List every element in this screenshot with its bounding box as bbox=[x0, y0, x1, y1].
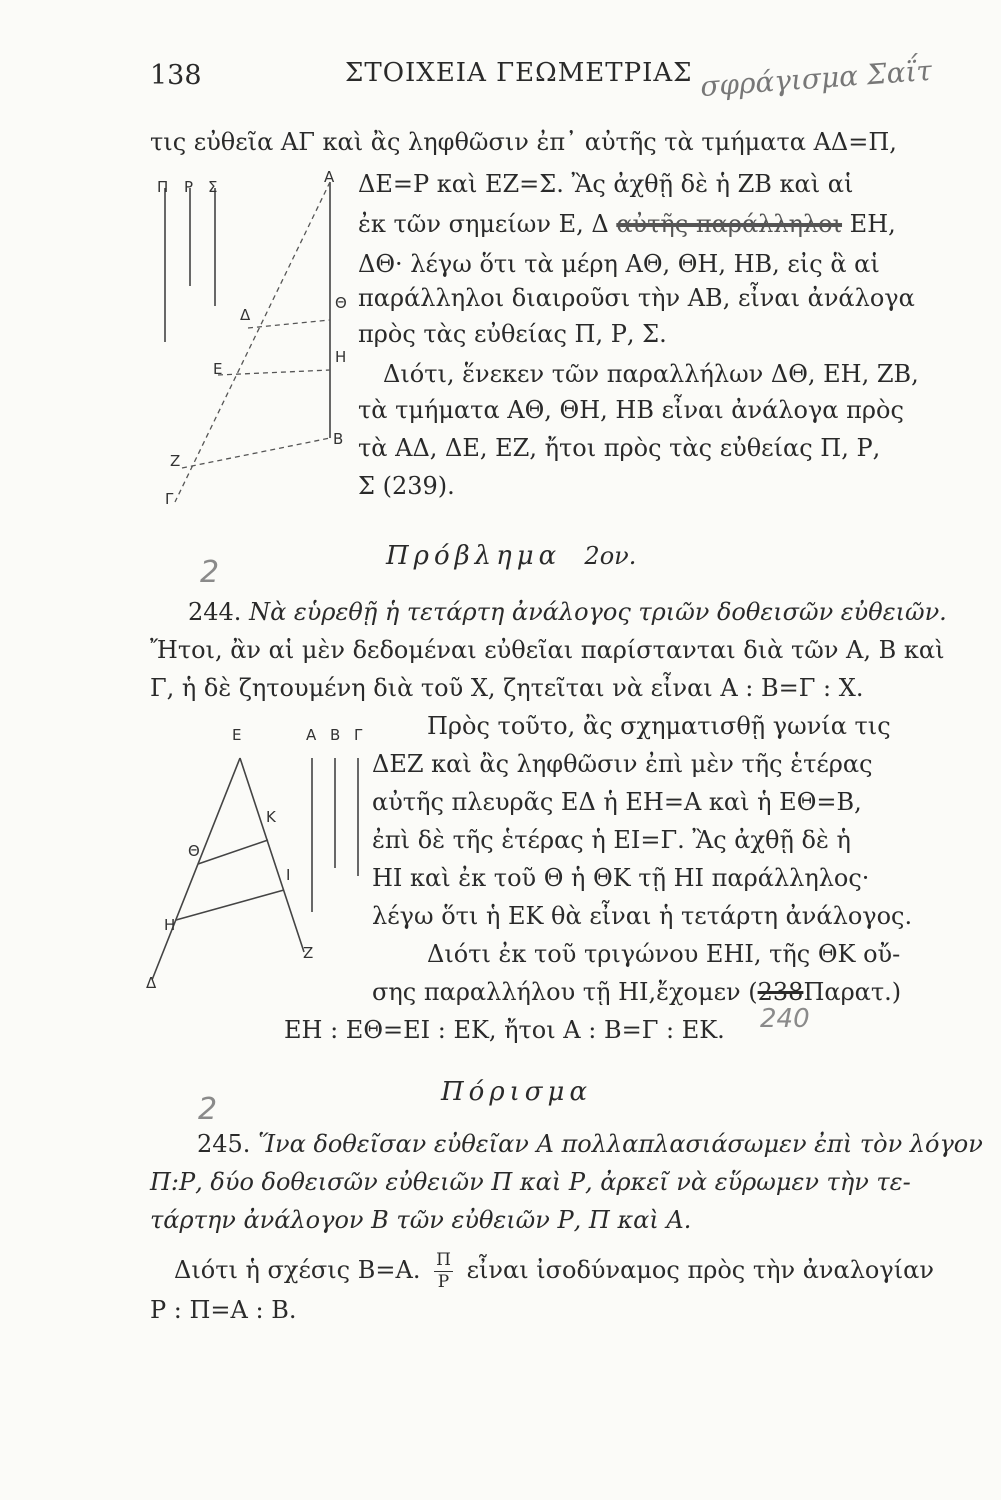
text-line: ΔΕ=Ρ καὶ ΕΖ=Σ. Ἂς ἀχθῇ δὲ ἡ ΖΒ καὶ αἱ bbox=[358, 170, 854, 198]
label-eta: Η bbox=[164, 916, 176, 934]
text-line: ΕΗ : ΕΘ=ΕΙ : ΕΚ, ἤτοι Α : Β=Γ : ΕΚ. bbox=[284, 1016, 725, 1044]
label-theta: Θ bbox=[335, 294, 347, 312]
text-line: Πρὸς τοῦτο, ἂς σχηματισθῇ γωνία τις bbox=[427, 712, 891, 740]
text-line: Διότι ἡ σχέσις Β=Α. $\frac{\Pi}{P}$ εἶναι ἰσοδύναμος πρὸς τὴν ἀναλογίαν bbox=[174, 1250, 934, 1292]
handwritten-note: σφράγισμα Σαΐτ bbox=[699, 53, 933, 104]
label-beta: Β bbox=[333, 430, 344, 448]
label-a: Α bbox=[324, 168, 335, 186]
text-line: Γ, ἡ δὲ ζητουμένη διὰ τοῦ Χ, ζητεῖται νὰ εἶναι Α : Β=Γ : Χ. bbox=[150, 674, 864, 702]
figure-2-diagram bbox=[140, 730, 380, 1010]
label-sigma: Σ bbox=[208, 178, 218, 196]
corollary-line: 245. Ἵνα δοθεῖσαν εὐθεῖαν Α πολλαπλασιάσωμεν ἐπὶ τὸν λόγον bbox=[197, 1130, 983, 1158]
text-line: ΔΘ· λέγω ὅτι τὰ μέρη ΑΘ, ΘΗ, ΗΒ, εἰς ἃ αἱ bbox=[358, 250, 880, 278]
text-line: Ἤτοι, ἂν αἱ μὲν δεδομέναι εὐθεῖαι παρίστανται διὰ τῶν Α, Β καὶ bbox=[150, 636, 945, 664]
text-line: ΗΙ καὶ ἐκ τοῦ Θ ἡ ΘΚ τῇ ΗΙ παράλληλος· bbox=[372, 864, 870, 892]
text-line: σης παραλλήλου τῇ ΗΙ,ἔχομεν (238Παρατ.) bbox=[372, 978, 902, 1006]
line-e-eta bbox=[218, 370, 330, 375]
fraction-pi-over-rho: $\frac{\Pi}{P}$ bbox=[436, 1250, 451, 1292]
problem-statement: 244. Νὰ εὑρεθῇ ἡ τετάρτη ἀνάλογος τριῶν δοθεισῶν εὐθειῶν. bbox=[188, 598, 947, 626]
label-pi: Π bbox=[157, 178, 169, 196]
label-b: Β bbox=[330, 726, 341, 744]
text-line: τὰ ΑΔ, ΔΕ, ΕΖ, ἤτοι πρὸς τὰς εὐθείας Π, Ρ, bbox=[358, 434, 881, 462]
line-delta-theta bbox=[248, 320, 330, 328]
pencil-mark: 2 bbox=[198, 1092, 218, 1127]
text-line: Ρ : Π=Α : Β. bbox=[150, 1296, 297, 1324]
label-gamma: Γ bbox=[165, 490, 174, 508]
text-line: ἐπὶ δὲ τῆς ἑτέρας ἡ ΕΙ=Γ. Ἂς ἀχθῇ δὲ ἡ bbox=[372, 826, 851, 854]
label-delta: Δ bbox=[240, 306, 251, 324]
side-ez bbox=[240, 758, 304, 952]
text-line: Σ (239). bbox=[358, 472, 455, 500]
text-line: Διότι ἐκ τοῦ τριγώνου ΕΗΙ, τῆς ΘΚ οὔ- bbox=[427, 940, 901, 968]
corollary-line: Π:Ρ, δύο δοθεισῶν εὐθειῶν Π καὶ Ρ, ἀρκεῖ νὰ εὕρωμεν τὴν τε- bbox=[150, 1168, 911, 1196]
text-line: ἐκ τῶν σημείων Ε, Δ αὐτῆς παράλληλοι ΕΗ, bbox=[358, 210, 896, 238]
label-delta: Δ bbox=[146, 974, 157, 992]
label-iota: Ι bbox=[286, 866, 291, 884]
label-kappa: Κ bbox=[266, 808, 276, 826]
text-line: ΔΕΖ καὶ ἂς ληφθῶσιν ἐπὶ μὲν τῆς ἑτέρας bbox=[372, 750, 873, 778]
label-theta: Θ bbox=[188, 842, 200, 860]
line-theta-k bbox=[198, 840, 268, 864]
pencil-reference: 240 bbox=[760, 1004, 810, 1034]
text-line: αὐτῆς πλευρᾶς ΕΔ ἡ ΕΗ=Α καὶ ἡ ΕΘ=Β, bbox=[372, 788, 862, 816]
struck-text: αὐτῆς παράλληλοι bbox=[616, 210, 843, 238]
text-line: πρὸς τὰς εὐθείας Π, Ρ, Σ. bbox=[358, 320, 667, 348]
text-line: Διότι, ἕνεκεν τῶν παραλλήλων ΔΘ, ΕΗ, ΖΒ, bbox=[383, 360, 919, 388]
corollary-line: τάρτην ἀνάλογον Β τῶν εὐθειῶν Ρ, Π καὶ Α. bbox=[150, 1206, 692, 1234]
label-zeta: Ζ bbox=[170, 452, 181, 470]
label-eta: Η bbox=[335, 348, 347, 366]
text-line: λέγω ὅτι ἡ ΕΚ θὰ εἶναι ἡ τετάρτη ἀνάλογος. bbox=[372, 902, 913, 930]
label-epsilon: Ε bbox=[232, 726, 242, 744]
line-eta-iota bbox=[176, 890, 284, 920]
label-a: Α bbox=[306, 726, 317, 744]
running-title: ΣΤΟΙΧΕΙΑ ΓΕΩΜΕΤΡΙΑΣ bbox=[345, 58, 693, 88]
label-rho: Ρ bbox=[184, 178, 194, 196]
line-ag bbox=[175, 182, 330, 502]
page-number: 138 bbox=[150, 60, 202, 91]
text-line: τὰ τμήματα ΑΘ, ΘΗ, ΗΒ εἶναι ἀνάλογα πρὸς bbox=[358, 396, 904, 424]
pencil-mark: 2 bbox=[200, 555, 220, 590]
label-g: Γ bbox=[354, 726, 363, 744]
label-zeta: Ζ bbox=[303, 944, 314, 962]
text-line: τις εὐθεῖα ΑΓ καὶ ἂς ληφθῶσιν ἐπ᾽ αὐτῆς τὰ τμήματα ΑΔ=Π, bbox=[150, 128, 897, 156]
text-line: παράλληλοι διαιροῦσι τὴν ΑΒ, εἶναι ἀνάλογα bbox=[358, 284, 915, 312]
corollary-heading: Πόρισμα bbox=[441, 1077, 593, 1107]
label-epsilon: Ε bbox=[213, 360, 223, 378]
problem-heading: Πρόβλημα 2ον. bbox=[386, 541, 637, 571]
struck-reference: 238 bbox=[757, 978, 804, 1006]
side-ed bbox=[152, 758, 240, 980]
